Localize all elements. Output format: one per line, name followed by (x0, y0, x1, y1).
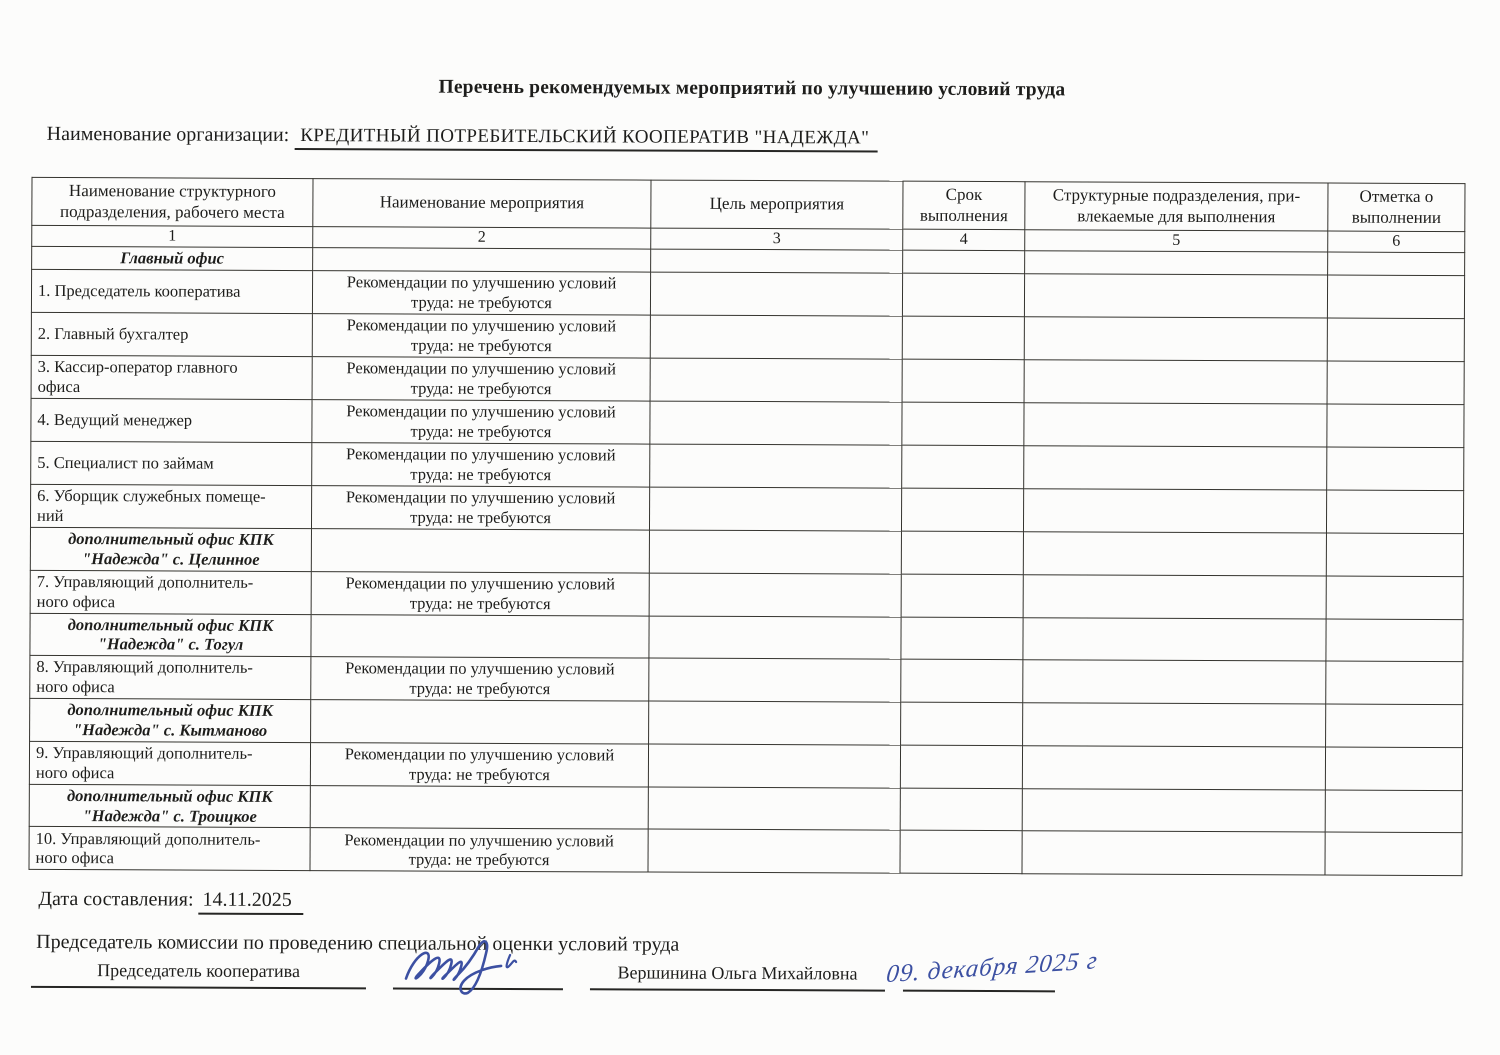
column-number: 2 (313, 227, 651, 249)
cell-mark (1325, 747, 1462, 791)
cell-department: 3. Кассир-оператор главного офиса (31, 355, 312, 399)
cell-department: дополнительный офис КПК "Надежда" с. Тогул (30, 613, 311, 657)
cell-measure (311, 700, 649, 744)
compilation-date-label: Дата составления: (38, 887, 194, 911)
column-number: 6 (1328, 231, 1465, 253)
cell-purpose (649, 658, 901, 702)
header-measure: Наименование мероприятия (313, 179, 651, 228)
cell-deadline (901, 617, 1023, 660)
cell-measure: Рекомендации по улучшению условий труда: не требуются (312, 357, 650, 401)
cell-department: 6. Уборщик служебных помеще- ний (30, 484, 311, 528)
cell-deadline (902, 445, 1024, 489)
cell-measure (310, 785, 648, 829)
cell-deadline (901, 702, 1023, 745)
handwritten-date: 09. декабря 2025 г (884, 947, 1100, 989)
cell-mark (1326, 576, 1463, 620)
cell-measure: Рекомендации по улучшению условий труда: не требуются (311, 657, 649, 701)
cell-involved (1022, 788, 1325, 832)
handwritten-signature (398, 934, 573, 1002)
cell-deadline (901, 488, 1023, 532)
cell-purpose (650, 272, 902, 316)
cell-involved (1023, 532, 1326, 576)
cell-purpose (649, 487, 901, 531)
table-section-row (29, 784, 1462, 833)
cell-department: дополнительный офис КПК "Надежда" с. Троицкое (29, 784, 310, 828)
cell-department: 1. Председатель кооператива (31, 269, 312, 313)
cell-department: 2. Главный бухгалтер (31, 312, 312, 356)
table-header-row (32, 177, 1465, 231)
table-row (31, 269, 1464, 318)
table-row (30, 484, 1463, 533)
cell-mark (1327, 447, 1464, 491)
cell-department: 7. Управляющий дополнитель- ного офиса (30, 570, 311, 614)
cell-mark (1327, 275, 1464, 319)
cell-purpose (648, 787, 900, 831)
cell-deadline (901, 531, 1023, 574)
table-row (29, 741, 1462, 790)
cell-mark (1328, 252, 1465, 276)
table-section-row (30, 527, 1463, 576)
cell-involved (1023, 489, 1326, 533)
commission-chairman-line: Председатель комиссии по проведению специальной оценки условий труда (36, 930, 680, 956)
table-row (29, 827, 1462, 876)
cell-department: Главный офис (32, 246, 313, 270)
header-department: Наименование структурного подразделения, рабочего места (32, 177, 313, 226)
cell-deadline (900, 788, 1022, 831)
cell-measure: Рекомендации по улучшению условий труда: не требуются (310, 742, 648, 786)
column-number: 4 (903, 229, 1025, 251)
cell-measure: Рекомендации по улучшению условий труда: не требуются (310, 828, 648, 872)
cell-deadline (902, 402, 1024, 446)
cell-mark (1326, 619, 1463, 662)
table-row (31, 312, 1464, 361)
organization-label: Наименование организации: (46, 122, 290, 146)
header-mark: Отметка о выполнении (1328, 183, 1465, 232)
cell-measure: Рекомендации по улучшению условий труда: не требуются (311, 571, 649, 615)
position-label: Председатель кооператива (97, 960, 301, 982)
cell-involved (1022, 831, 1325, 875)
signatory-name: Вершинина Ольга Михайловна (617, 962, 858, 984)
cell-purpose (649, 573, 901, 617)
cell-measure: Рекомендации по улучшению условий труда: не требуются (312, 400, 650, 444)
cell-purpose (649, 616, 901, 660)
column-number: 1 (32, 225, 313, 247)
cell-mark (1326, 661, 1463, 705)
cell-purpose (650, 444, 902, 488)
header-deadline: Срок выполнения (903, 181, 1025, 230)
cell-mark (1325, 832, 1462, 876)
position-underline (31, 986, 366, 989)
table-row (31, 355, 1464, 404)
cell-mark (1326, 704, 1463, 747)
cell-department: 8. Управляющий дополнитель- ного офиса (30, 656, 311, 700)
cell-department: 5. Специалист по займам (31, 441, 312, 485)
header-involved: Структурные подразделения, при- влекаемые для выполнения (1025, 182, 1328, 231)
cell-involved (1024, 360, 1327, 404)
cell-measure: Рекомендации по улучшению условий труда: не требуются (312, 271, 650, 315)
column-number: 5 (1025, 230, 1328, 252)
cell-involved (1024, 317, 1327, 361)
cell-department: 4. Ведущий менеджер (31, 398, 312, 442)
cell-department: дополнительный офис КПК "Надежда" с. Целинное (30, 527, 311, 571)
cell-purpose (649, 701, 901, 745)
cell-department: 10. Управляющий дополнитель- ного офиса (29, 827, 310, 871)
document-title: Перечень рекомендуемых мероприятий по улучшению условий труда (438, 76, 1066, 101)
table-section-row (30, 613, 1463, 662)
cell-deadline (900, 831, 1022, 875)
cell-mark (1327, 361, 1464, 405)
header-purpose: Цель мероприятия (651, 180, 903, 229)
measures-table (28, 177, 1465, 877)
name-underline (590, 988, 885, 991)
date-underline (903, 990, 1055, 993)
cell-involved (1022, 745, 1325, 789)
cell-purpose (650, 358, 902, 402)
cell-deadline (902, 273, 1024, 317)
cell-involved (1024, 446, 1327, 490)
cell-mark (1327, 318, 1464, 362)
cell-deadline (900, 745, 1022, 789)
table-row (30, 570, 1463, 619)
cell-measure: Рекомендации по улучшению условий труда: не требуются (312, 314, 650, 358)
table-section-row (30, 699, 1463, 748)
table-row (30, 656, 1463, 705)
cell-mark (1326, 490, 1463, 534)
cell-department: дополнительный офис КПК "Надежда" с. Кытманово (30, 699, 311, 743)
cell-involved (1024, 403, 1327, 447)
cell-purpose (650, 401, 902, 445)
cell-purpose (648, 744, 900, 788)
cell-mark (1326, 533, 1463, 576)
cell-deadline (902, 316, 1024, 360)
cell-involved (1024, 274, 1327, 318)
cell-measure (313, 248, 651, 272)
cell-deadline (901, 659, 1023, 703)
cell-purpose (651, 249, 903, 273)
cell-department: 9. Управляющий дополнитель- ного офиса (29, 741, 310, 785)
cell-purpose (649, 530, 901, 574)
cell-mark (1327, 404, 1464, 448)
table-row (31, 441, 1464, 490)
cell-involved (1025, 251, 1328, 275)
compilation-date-line (38, 888, 304, 912)
signature-block (0, 947, 1498, 1032)
cell-involved (1023, 660, 1326, 704)
cell-measure: Рекомендации по улучшению условий труда: не требуются (311, 486, 649, 530)
column-number: 3 (651, 228, 903, 250)
cell-involved (1023, 617, 1326, 661)
cell-purpose (650, 315, 902, 359)
cell-measure (311, 614, 649, 658)
organization-line (47, 123, 878, 150)
cell-purpose (648, 829, 900, 873)
compilation-date-value: 14.11.2025 (198, 889, 303, 915)
cell-involved (1023, 574, 1326, 618)
cell-deadline (901, 574, 1023, 618)
cell-deadline (902, 359, 1024, 403)
cell-deadline (903, 250, 1025, 274)
cell-measure (311, 529, 649, 573)
cell-mark (1325, 790, 1462, 833)
cell-involved (1023, 703, 1326, 747)
cell-measure: Рекомендации по улучшению условий труда: не требуются (312, 443, 650, 487)
table-row (31, 398, 1464, 447)
organization-name: КРЕДИТНЫЙ ПОТРЕБИТЕЛЬСКИЙ КООПЕРАТИВ "НАДЕЖДА" (294, 125, 877, 153)
